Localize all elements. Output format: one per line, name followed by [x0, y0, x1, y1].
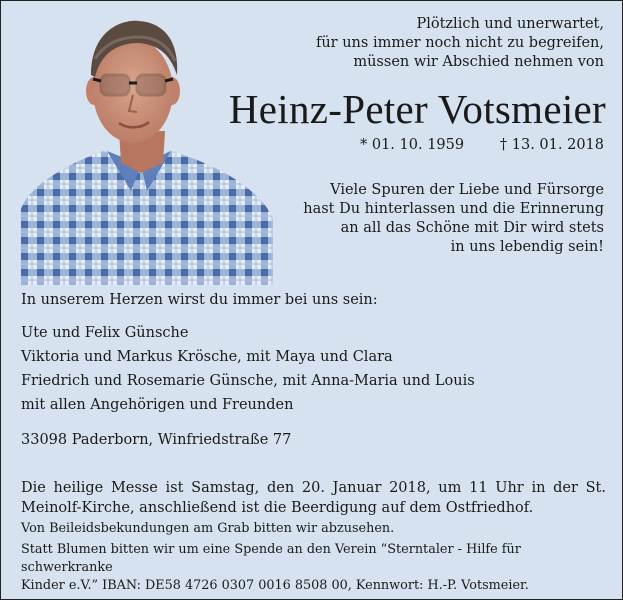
birth-date: * 01. 10. 1959 [360, 137, 465, 153]
deceased-name: Heinz-Peter Votsmeier [228, 86, 606, 132]
opening-line: Plötzlich und unerwartet, [416, 16, 604, 32]
poem-line: an all das Schöne mit Dir wird stets [340, 220, 604, 236]
intro-line: In unserem Herzen wirst du immer bei uns sein: [21, 292, 378, 308]
mass-announcement: Die heilige Messe ist Samstag, den 20. Januar 2018, um 11 Uhr in der St. Meinolf-Kirche, anschließend ist die Beerdigung auf dem Ostfriedhof. [21, 480, 606, 516]
opening-line: für uns immer noch nicht zu begreifen, [315, 35, 604, 51]
opening-lines [264, 15, 604, 72]
family-member: Ute und Felix Günsche [21, 325, 189, 341]
donation-note [21, 541, 606, 595]
death-date: † 13. 01. 2018 [499, 137, 604, 153]
poem-line: hast Du hinterlassen und die Erinnerung [303, 201, 604, 217]
poem-line: in uns lebendig sein! [450, 239, 604, 255]
family-member: Friedrich und Rosemarie Günsche, mit Anna-Maria und Louis [21, 373, 475, 389]
opening-line: müssen wir Abschied nehmen von [353, 54, 604, 70]
address: 33098 Paderborn, Winfriedstraße 77 [21, 432, 292, 448]
condolence-note: Von Beileidsbekundungen am Grab bitten wir abzusehen. [21, 521, 395, 536]
memorial-poem [274, 181, 604, 257]
donation-line-1: Statt Blumen bitten wir um eine Spende an den Verein “Sterntaler - Hilfe für schwerkranke [21, 542, 521, 575]
poem-line: Viele Spuren der Liebe und Fürsorge [330, 182, 604, 198]
portrait-photo [21, 13, 273, 285]
family-member: Viktoria und Markus Krösche, mit Maya und Clara [21, 349, 393, 365]
family-list [21, 324, 606, 415]
obituary-body [21, 291, 606, 595]
donation-line-2: Kinder e.V.” IBAN: DE58 4726 0307 0016 8508 00, Kennwort: H.-P. Votsmeier. [21, 578, 529, 593]
family-member: mit allen Angehörigen und Freunden [21, 397, 294, 413]
